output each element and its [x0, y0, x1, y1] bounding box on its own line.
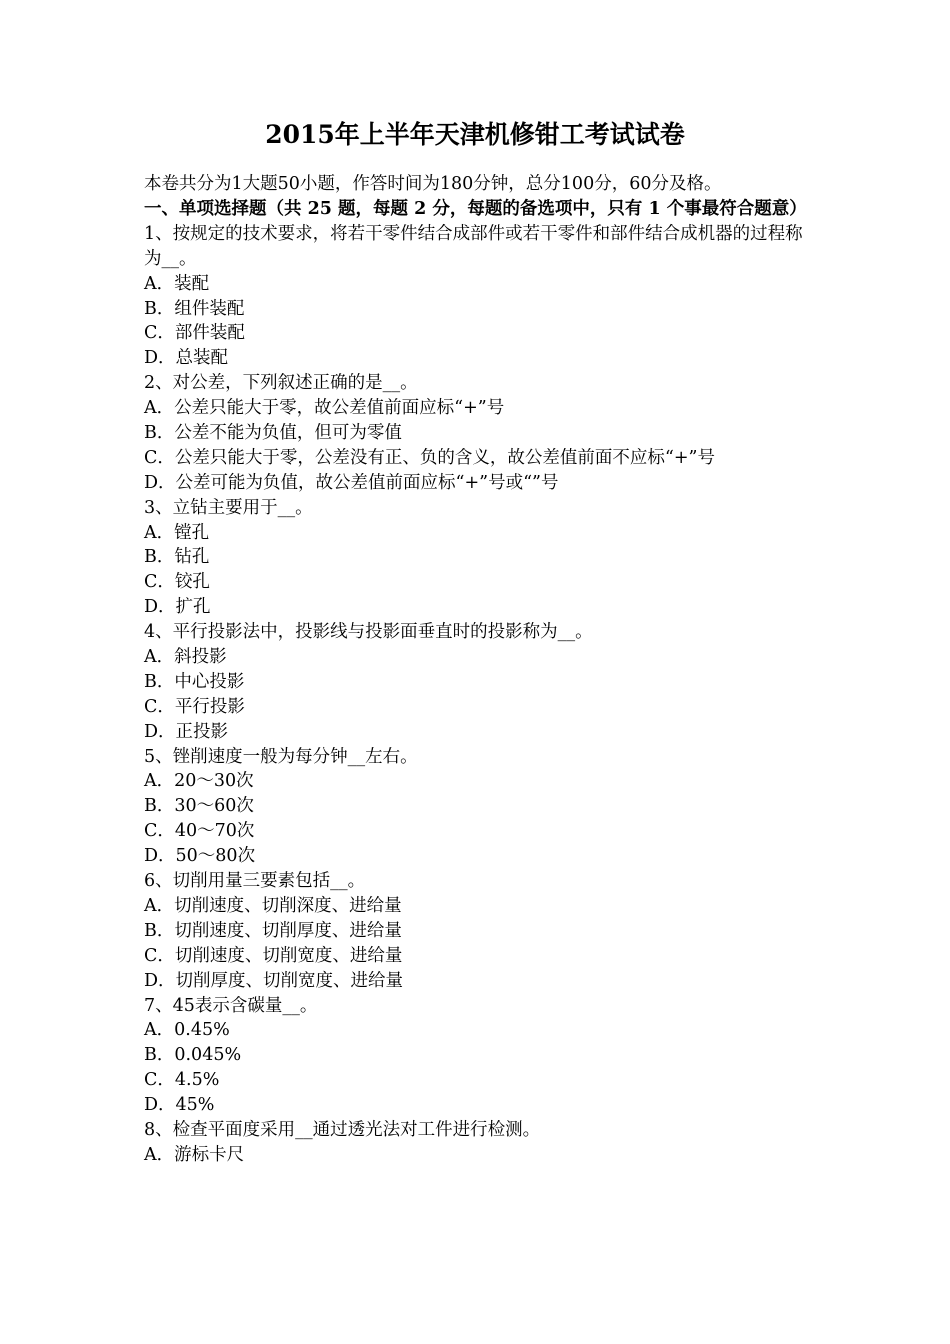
answer-option: A．斜投影 [144, 647, 227, 668]
answer-option: B．0.045% [144, 1045, 242, 1066]
answer-option: A．公差只能大于零，故公差值前面应标“+”号 [144, 398, 505, 419]
answer-option: A．0.45% [144, 1020, 230, 1041]
answer-option: B．中心投影 [144, 671, 245, 692]
question-stem: 4、平行投影法中，投影线与投影面垂直时的投影称为__。 [144, 622, 593, 643]
answer-option: A．装配 [144, 273, 210, 294]
question-block [144, 869, 824, 993]
answer-option: C．公差只能大于零，公差没有正、负的含义，故公差值前面不应标“+”号 [144, 447, 715, 468]
answer-option: C．切削速度、切削宽度、进给量 [144, 945, 403, 966]
answer-option: A．镗孔 [144, 522, 210, 543]
question-block [144, 620, 824, 744]
answer-option: C．4.5% [144, 1070, 220, 1091]
answer-option: A．20～30次 [144, 771, 254, 792]
answer-option: B．钻孔 [144, 547, 210, 568]
answer-option: B．公差不能为负值，但可为零值 [144, 422, 402, 443]
answer-option: B．30～60次 [144, 796, 254, 817]
question-block [144, 222, 824, 371]
answer-option: C．40～70次 [144, 821, 255, 842]
question-block [144, 371, 824, 495]
exam-title: 2015年上半年天津机修钳工考试试卷 [265, 120, 685, 149]
question-stem: 1、按规定的技术要求，将若干零件结合成部件或若干零件和部件结合成机器的过程称为__。 [144, 223, 803, 269]
question-list [144, 222, 824, 1168]
answer-option: A．游标卡尺 [144, 1144, 245, 1165]
question-block [144, 745, 824, 869]
answer-option: D．总装配 [144, 348, 229, 369]
question-stem: 6、切削用量三要素包括__。 [144, 871, 366, 892]
question-block [144, 994, 824, 1118]
question-stem: 5、锉削速度一般为每分钟__左右。 [144, 746, 418, 767]
answer-option: D．公差可能为负值，故公差值前面应标“+”号或“”号 [144, 472, 559, 493]
answer-option: C．部件装配 [144, 323, 245, 344]
answer-option: D．50～80次 [144, 846, 256, 867]
answer-option: B．切削速度、切削厚度、进给量 [144, 920, 402, 941]
question-stem: 7、45表示含碳量__。 [144, 995, 318, 1016]
exam-intro: 本卷共分为1大题50小题，作答时间为180分钟，总分100分，60分及格。 [144, 174, 722, 194]
answer-option: D．45% [144, 1095, 215, 1116]
answer-option: C．铰孔 [144, 572, 210, 593]
question-block [144, 496, 824, 620]
answer-option: D．正投影 [144, 721, 229, 742]
question-block [144, 1118, 824, 1168]
answer-option: D．切削厚度、切削宽度、进给量 [144, 970, 404, 991]
exam-content [144, 172, 824, 1168]
question-stem: 3、立钻主要用于__。 [144, 497, 313, 518]
answer-option: B．组件装配 [144, 298, 245, 319]
answer-option: A．切削速度、切削深度、进给量 [144, 895, 402, 916]
answer-option: D．扩孔 [144, 597, 211, 618]
answer-option: C．平行投影 [144, 696, 245, 717]
question-stem: 2、对公差，下列叙述正确的是__。 [144, 373, 418, 394]
question-stem: 8、检查平面度采用__通过透光法对工件进行检测。 [144, 1119, 541, 1140]
section-heading: 一、单项选择题（共 25 题，每题 2 分，每题的备选项中，只有 1 个事最符合题意） [144, 198, 807, 219]
